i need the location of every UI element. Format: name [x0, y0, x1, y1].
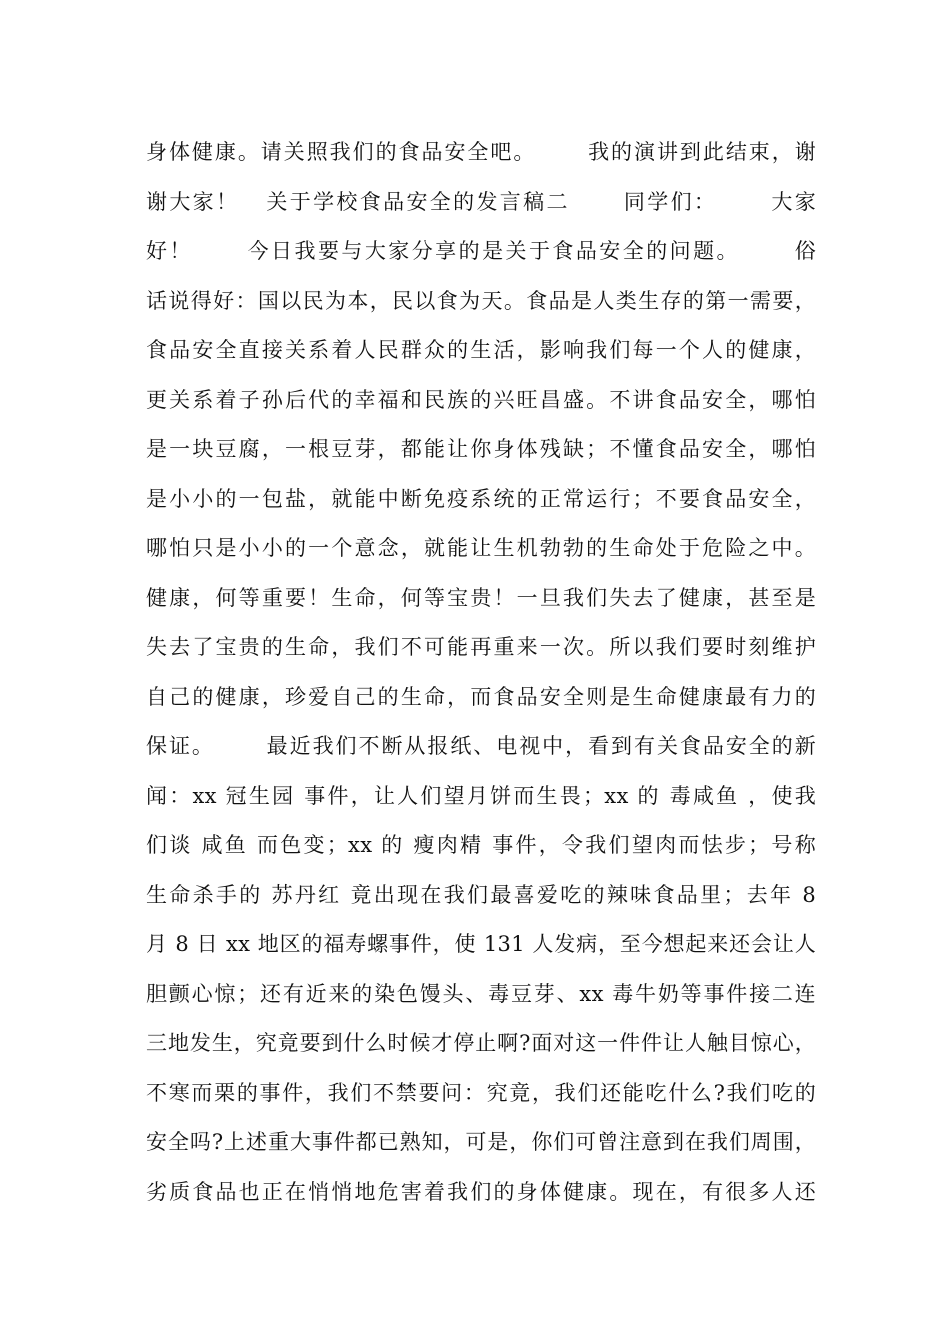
- text-line: 胆颤心惊；还有近来的染色馒头、毒豆芽、xx 毒牛奶等事件接二连: [146, 981, 816, 1006]
- text-line: 身体健康。请关照我们的食品安全吧。 我的演讲到此结束，谢: [146, 140, 816, 164]
- text-line: 是一块豆腐，一根豆芽，都能让你身体残缺；不懂食品安全，哪怕: [146, 437, 816, 461]
- text-line: 劣质食品也正在悄悄地危害着我们的身体健康。现在，有很多人还: [146, 1179, 816, 1204]
- text-line: 保证。 最近我们不断从报纸、电视中，看到有关食品安全的新: [146, 734, 816, 758]
- text-line: 是小小的一包盐，就能中断免疫系统的正常运行；不要食品安全，: [146, 486, 816, 511]
- text-line: 话说得好：国以民为本，民以食为天。食品是人类生存的第一需要，: [146, 288, 816, 313]
- text-line: 失去了宝贵的生命，我们不可能再重来一次。所以我们要时刻维护: [146, 635, 816, 659]
- text-line: 食品安全直接关系着人民群众的生活，影响我们每一个人的健康，: [146, 338, 816, 362]
- text-line: 们谈 咸鱼 而色变；xx 的 瘦肉精 事件，令我们望肉而怯步；号称: [146, 833, 816, 857]
- speech-text-body: [146, 128, 816, 1217]
- text-line: 健康，何等重要！生命，何等宝贵！一旦我们失去了健康，甚至是: [146, 585, 816, 610]
- text-line: 不寒而栗的事件，我们不禁要问：究竟，我们还能吃什么?我们吃的: [146, 1080, 816, 1105]
- text-line: 闻：xx 冠生园 事件，让人们望月饼而生畏；xx 的 毒咸鱼 ，使我: [146, 783, 816, 808]
- text-line: 三地发生，究竟要到什么时候才停止啊?面对这一件件让人触目惊心，: [146, 1031, 816, 1055]
- text-line: 谢大家！ 关于学校食品安全的发言稿二 同学们： 大家: [146, 189, 816, 214]
- text-line: 哪怕只是小小的一个意念，就能让生机勃勃的生命处于危险之中。: [146, 536, 816, 560]
- text-line: 更关系着子孙后代的幸福和民族的兴旺昌盛。不讲食品安全，哪怕: [146, 387, 816, 412]
- text-line: 自己的健康，珍爱自己的生命，而食品安全则是生命健康最有力的: [146, 684, 816, 709]
- text-line: 月 8 日 xx 地区的福寿螺事件，使 131 人发病，至今想起来还会让人: [146, 932, 816, 956]
- text-line: 安全吗?上述重大事件都已熟知，可是，你们可曾注意到在我们周围，: [146, 1130, 816, 1154]
- text-line: 生命杀手的 苏丹红 竟出现在我们最喜爱吃的辣味食品里；去年 8: [146, 882, 816, 907]
- text-line: 好！ 今日我要与大家分享的是关于食品安全的问题。 俗: [146, 239, 816, 263]
